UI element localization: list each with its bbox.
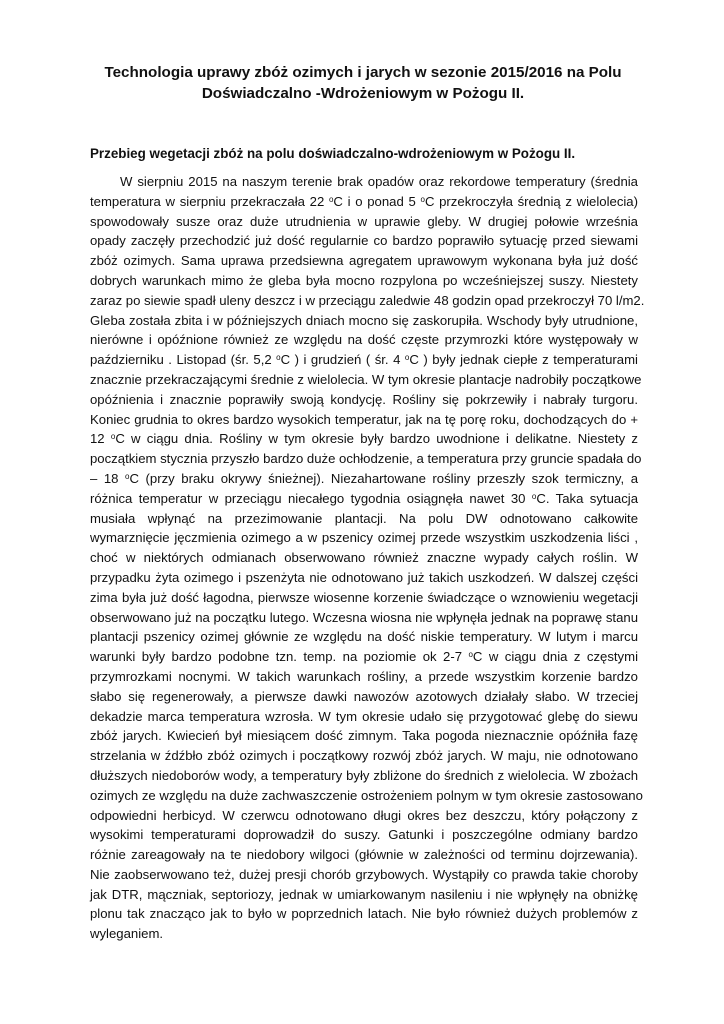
body-line: warunki były bardzo podobne tzn. temp. na poziomie ok 2-7 $^o$C w ciągu dnia z częstymi bbox=[90, 649, 638, 665]
body-line: Gleba została zbita i w późniejszych dniach mocno się zaskorupiła. Wschody były utrudnione, bbox=[90, 312, 638, 328]
body-line: zbóż jarych. Kwiecień był miesiącem dość zimnym. Taka pogoda nieznacznie opóźniła fazę bbox=[90, 728, 638, 744]
body-line: – 18 $^o$C (przy braku okrywy śnieżnej). Niezahartowane rośliny przeszły szok termiczny, a bbox=[90, 470, 638, 486]
body-line: wyleganiem. bbox=[90, 926, 164, 942]
title-line-1: Technologia uprawy zbóż ozimych i jarych w sezonie 2015/2016 na Polu bbox=[104, 64, 622, 81]
body-line: zbóż ozimych. Sama uprawa przedsiewna agregatem uprawowym wykonana była już dość bbox=[90, 253, 638, 269]
body-line: plantacji pszenicy ozimej głównie ze względu na dość niskie temperatury. W lutym i marcu bbox=[90, 629, 638, 645]
document-title bbox=[90, 62, 636, 104]
body-line: Nie zaobserwowano też, dużej presji chorób grzybowych. Wystąpiły co prawda takie choroby bbox=[90, 866, 638, 882]
body-line: zima była już dość łagodna, pierwsze wiosenne korzenie świadczące o wznowieniu wegetacji bbox=[90, 589, 638, 605]
body-line: jak DTR, mączniak, septoriozy, jednak w umiarkowanym nasileniu i nie wpłynęły na obniżkę bbox=[90, 886, 638, 902]
body-line: wysokimi temperaturami doprowadził do suszy. Gatunki i poszczególne odmiany bardzo bbox=[90, 827, 638, 843]
body-line: obserwowano już na początku lutego. Wczesna wiosna nie wpłynęła jednak na poprawę stanu bbox=[90, 609, 638, 625]
section-heading: Przebieg wegetacji zbóż na polu doświadczalno-wdrożeniowym w Pożogu II. bbox=[90, 146, 576, 161]
body-paragraph bbox=[90, 172, 645, 944]
body-line: opady zaczęły przechodzić już dość regularnie co bardzo poprawiło sytuację przed siewami bbox=[90, 233, 638, 249]
body-line: W sierpniu 2015 na naszym terenie brak opadów oraz rekordowe temperatury (średnia bbox=[120, 174, 638, 189]
body-line: przypadku żyta ozimego i pszenżyta nie odnotowano już takich uszkodzeń. W dalszej części bbox=[90, 569, 638, 585]
body-line: ozimych ze względu na duże zachwaszczenie ostrożeniem polnym w tym okresie zastosowano bbox=[90, 787, 643, 803]
body-line: znacznie przekraczającymi średnie z wielolecia. W tym okresie plantacje nadrobiły początkowe bbox=[90, 371, 642, 387]
title-line-2: Doświadczalno -Wdrożeniowym w Pożogu II. bbox=[201, 85, 525, 102]
body-line: październiku . Listopad (śr. 5,2 $^o$C ) i grudzień ( śr. 4 $^o$C ) były jednak ciepłe z temperaturami bbox=[90, 352, 638, 368]
body-line: słabo się regenerowały, a pierwsze dawki nawozów azotowych działały słabo. W trzeciej bbox=[90, 688, 638, 704]
body-line: nierówne i opóźnione również ze względu na dość częste przymrozki które występowały w bbox=[90, 332, 638, 348]
body-line: musiała wpłynąć na przezimowanie plantacji. Na polu DW odnotowano całkowite bbox=[90, 510, 638, 526]
body-line: strzelania w źdźbło zbóż ozimych i początkowy rozwój zbóż jarych. W maju, nie odnotowano bbox=[90, 748, 638, 764]
body-line: różnie zareagowały na te niedobory wilgoci (głównie w zależności od terminu dojrzewania). bbox=[90, 847, 638, 863]
body-line: początkiem stycznia przyszło bardzo duże ochłodzenie, a temperatura przy gruncie spadała do bbox=[90, 451, 642, 467]
body-line: wymarznięcie jęczmienia ozimego a w pszenicy ozimej przede wszystkim uszkodzenia liści , bbox=[90, 530, 638, 546]
body-line: dłuższych niedoborów wody, a temperatury były zbliżone do średnich z wielolecia. W zbożach bbox=[90, 767, 638, 783]
body-line: przymrozkami nocnymi. W takich warunkach rośliny, a przede wszystkim korzenie bardzo bbox=[90, 668, 638, 684]
body-line: 12 $^o$C w ciągu dnia. Rośliny w tym okresie były bardzo uwodnione i delikatne. Niestety z bbox=[90, 431, 638, 447]
body-line: różnica temperatur w przeciągu niecałego tygodnia osiągnęła nawet 30 $^o$C. Taka sytuacja bbox=[90, 490, 638, 506]
body-line: spowodowały susze oraz duże utrudnienia w uprawie gleby. W drugiej połowie września bbox=[90, 213, 638, 229]
body-line: odpowiedni herbicyd. W czerwcu odnotowano długi okres bez deszczu, który połączony z bbox=[90, 807, 638, 823]
body-line: Koniec grudnia to okres bardzo wysokich temperatur, jak na tę porę roku, dochodzących do + bbox=[90, 411, 638, 427]
body-line: dekadzie marca temperatura wzrosła. W tym okresie udało się przygotować glebę do siewu bbox=[90, 708, 638, 724]
body-line: plonu tak znacząco jak to było w poprzednich latach. Nie było również dużych problemów z bbox=[90, 906, 638, 922]
body-line: dobrych warunkach mimo że gleba była mocno rozpylona po wcześniejszej suszy. Niestety bbox=[90, 272, 638, 288]
body-line: opóźnienia i znacznie poprawiły swoją kondycję. Rośliny się pokrzewiły i nabrały turgoru. bbox=[90, 391, 638, 407]
body-line: temperatura w sierpniu przekraczała 22 $^o$C i o ponad 5 $^o$C przekroczyła średnią z wielolecia) bbox=[90, 193, 638, 209]
body-line: choć w niektórych odmianach obserwowano również znaczne wypady całych roślin. W bbox=[90, 550, 638, 566]
body-line: zaraz po siewie spadł uleny deszcz i w przeciągu zaledwie 48 godzin opad przekroczył 70 l/m2. bbox=[90, 292, 645, 308]
